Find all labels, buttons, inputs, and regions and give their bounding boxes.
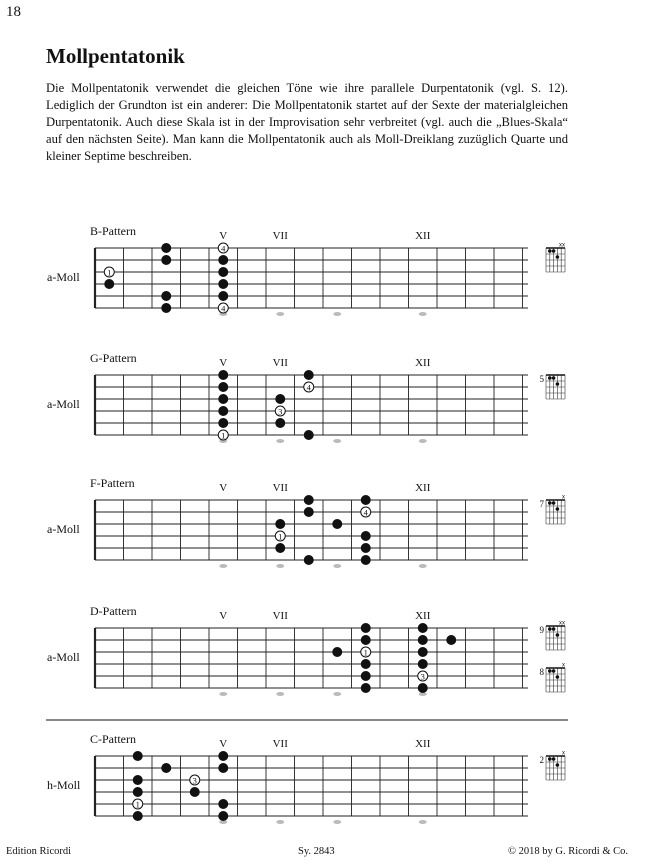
fret-marker-label: V	[219, 738, 228, 750]
finger-number: 4	[306, 382, 311, 393]
chord-dot	[548, 757, 552, 761]
scale-note-dot	[304, 555, 314, 565]
inlay-marker	[333, 564, 341, 568]
finger-number: 1	[363, 647, 368, 658]
chord-muted-strings: xx	[559, 242, 565, 249]
chord-dot	[548, 627, 552, 631]
scale-note-dot	[332, 647, 342, 657]
inlay-marker	[419, 312, 427, 316]
chord-muted-strings: xx	[559, 620, 565, 627]
scale-note-dot	[161, 763, 171, 773]
fret-marker-label: XII	[415, 610, 431, 622]
inlay-marker	[276, 564, 284, 568]
inlay-marker	[419, 820, 427, 824]
fret-marker-label: XII	[415, 230, 431, 242]
scale-note-dot	[218, 291, 228, 301]
scale-note-dot	[218, 267, 228, 277]
key-label: a-Moll	[47, 650, 80, 664]
chord-dot	[556, 633, 560, 637]
inlay-marker	[333, 692, 341, 696]
scale-note-dot	[218, 406, 228, 416]
pattern-label: G-Pattern	[90, 351, 137, 365]
pattern-label: C-Pattern	[90, 732, 136, 746]
fret-marker-label: VII	[272, 357, 288, 369]
fret-marker-label: VII	[272, 230, 288, 242]
finger-number: 1	[278, 531, 283, 542]
chord-muted-strings: x	[562, 494, 565, 501]
finger-number: 1	[107, 267, 112, 278]
footer-catalog-number: Sy. 2843	[298, 846, 335, 857]
pattern-label: D-Pattern	[90, 604, 137, 618]
scale-note-dot	[104, 279, 114, 289]
scale-note-dot	[275, 394, 285, 404]
scale-note-dot	[218, 370, 228, 380]
chord-fret-number: 2	[539, 755, 544, 765]
scale-note-dot	[418, 647, 428, 657]
chord-dot	[552, 376, 556, 380]
finger-number: 1	[221, 430, 226, 441]
scale-note-dot	[275, 543, 285, 553]
scale-note-dot	[161, 243, 171, 253]
chord-dot	[552, 669, 556, 673]
footer-copyright: © 2018 by G. Ricordi & Co.	[508, 846, 628, 857]
inlay-marker	[276, 439, 284, 443]
fret-marker-label: XII	[415, 357, 431, 369]
scale-note-dot	[304, 507, 314, 517]
scale-note-dot	[332, 519, 342, 529]
inlay-marker	[333, 312, 341, 316]
scale-note-dot	[218, 799, 228, 809]
finger-number: 3	[192, 775, 197, 786]
chord-dot	[552, 249, 556, 253]
scale-note-dot	[446, 635, 456, 645]
chord-dot	[548, 249, 552, 253]
scale-note-dot	[304, 430, 314, 440]
chord-fret-number: 9	[539, 625, 544, 635]
scale-note-dot	[361, 671, 371, 681]
finger-number: 3	[278, 406, 283, 417]
scale-note-dot	[218, 382, 228, 392]
chord-dot	[548, 501, 552, 505]
scale-note-dot	[275, 519, 285, 529]
scale-note-dot	[218, 811, 228, 821]
fret-marker-label: V	[219, 357, 228, 369]
scale-note-dot	[361, 659, 371, 669]
scale-note-dot	[361, 555, 371, 565]
intro-paragraph: Die Mollpentatonik verwendet die gleichen Töne wie ihre parallele Durpentatonik (vgl. S. 12). Lediglich der Grundton ist ein anderer: Die Mollpentatonik startet auf der Sexte der materialgleichen Durpentatonik. Auch diese Skala ist in der Improvisation sehr verbreitet (vgl. auch die „Blues-Skala“ auf den nächsten Seite). Man kann die Mollpentatonik auch als Moll-Dreiklang zuzüglich Quarte und kleiner Septime beschreiben.	[46, 81, 568, 163]
finger-number: 4	[363, 507, 368, 518]
scale-note-dot	[161, 303, 171, 313]
inlay-marker	[276, 692, 284, 696]
chord-fret-number: 5	[539, 374, 544, 384]
inlay-marker	[276, 312, 284, 316]
pattern-label: B-Pattern	[90, 224, 136, 238]
key-label: a-Moll	[47, 270, 80, 284]
finger-number: 1	[135, 799, 140, 810]
pattern-label: F-Pattern	[90, 476, 135, 490]
scale-note-dot	[361, 623, 371, 633]
key-label: a-Moll	[47, 522, 80, 536]
scale-note-dot	[133, 775, 143, 785]
key-label: h-Moll	[47, 778, 81, 792]
scale-note-dot	[218, 763, 228, 773]
chord-dot	[556, 763, 560, 767]
page-title: Mollpentatonik	[46, 44, 185, 68]
scale-note-dot	[161, 255, 171, 265]
chord-fret-number: 7	[539, 499, 544, 509]
inlay-marker	[419, 564, 427, 568]
scale-note-dot	[218, 394, 228, 404]
chord-dot	[556, 255, 560, 259]
scale-note-dot	[361, 495, 371, 505]
inlay-marker	[219, 692, 227, 696]
chord-dot	[548, 669, 552, 673]
scale-note-dot	[133, 787, 143, 797]
fret-marker-label: VII	[272, 482, 288, 494]
chord-dot	[556, 675, 560, 679]
footer-publisher: Edition Ricordi	[6, 846, 72, 857]
fret-marker-label: XII	[415, 482, 431, 494]
fret-marker-label: VII	[272, 738, 288, 750]
finger-number: 4	[221, 303, 226, 314]
scale-note-dot	[361, 635, 371, 645]
chord-dot	[556, 382, 560, 386]
fret-marker-label: VII	[272, 610, 288, 622]
scale-note-dot	[361, 543, 371, 553]
chord-dot	[552, 627, 556, 631]
fret-marker-label: V	[219, 610, 228, 622]
scale-note-dot	[304, 370, 314, 380]
scale-note-dot	[418, 683, 428, 693]
finger-number: 4	[221, 243, 226, 254]
fret-marker-label: V	[219, 230, 228, 242]
scale-note-dot	[361, 531, 371, 541]
scale-note-dot	[190, 787, 200, 797]
scale-note-dot	[218, 751, 228, 761]
finger-number: 3	[420, 671, 425, 682]
chord-fret-number: 8	[539, 667, 544, 677]
scale-note-dot	[133, 811, 143, 821]
chord-dot	[548, 376, 552, 380]
chord-dot	[552, 501, 556, 505]
scale-note-dot	[218, 418, 228, 428]
chord-muted-strings: x	[562, 750, 565, 757]
inlay-marker	[419, 439, 427, 443]
inlay-marker	[333, 439, 341, 443]
scale-note-dot	[304, 495, 314, 505]
scale-note-dot	[218, 279, 228, 289]
chord-dot	[556, 507, 560, 511]
scale-note-dot	[418, 623, 428, 633]
scale-note-dot	[418, 635, 428, 645]
inlay-marker	[219, 564, 227, 568]
scale-note-dot	[275, 418, 285, 428]
inlay-marker	[276, 820, 284, 824]
scale-note-dot	[133, 751, 143, 761]
page-number: 18	[6, 4, 21, 20]
scale-note-dot	[161, 291, 171, 301]
fret-marker-label: V	[219, 482, 228, 494]
chord-dot	[552, 757, 556, 761]
chord-muted-strings: x	[562, 662, 565, 669]
inlay-marker	[333, 820, 341, 824]
scale-note-dot	[218, 255, 228, 265]
scale-note-dot	[361, 683, 371, 693]
key-label: a-Moll	[47, 397, 80, 411]
scale-note-dot	[418, 659, 428, 669]
fret-marker-label: XII	[415, 738, 431, 750]
